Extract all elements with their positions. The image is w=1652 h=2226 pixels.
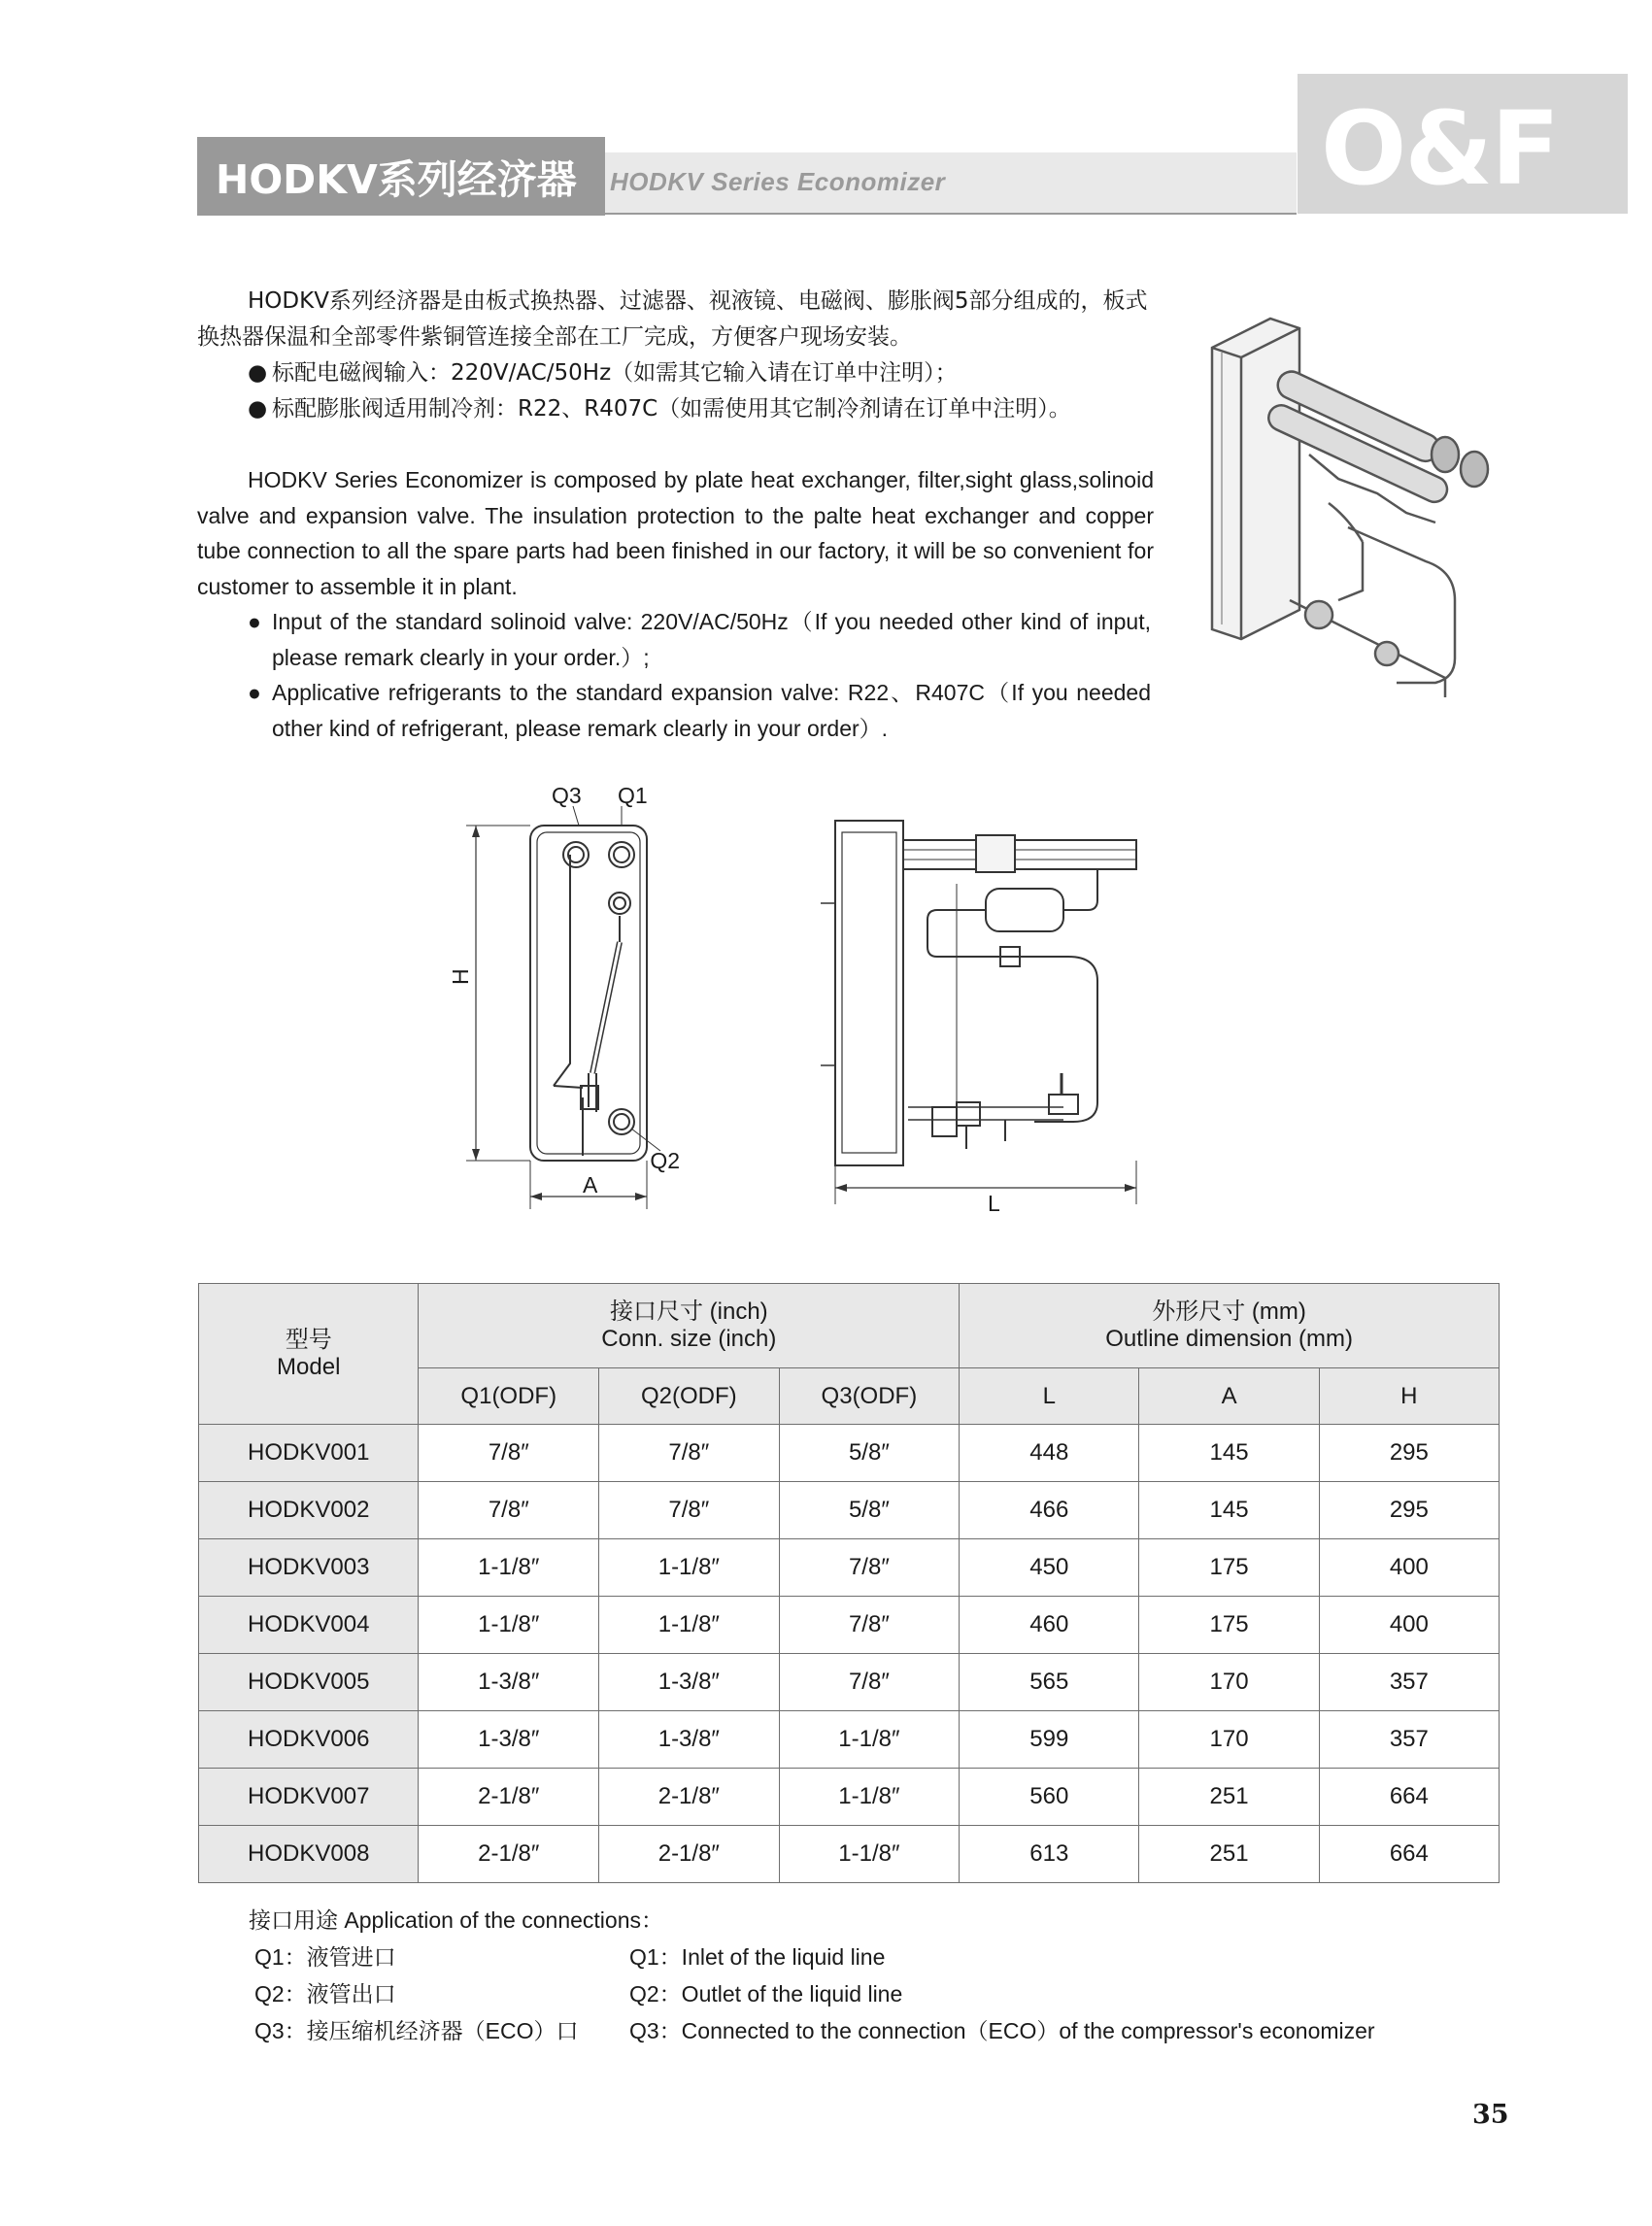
cell-l: 613 bbox=[960, 1826, 1139, 1883]
connection-q3-en: Q3：Connected to the connection（ECO）of the compressor's economizer bbox=[629, 2018, 1375, 2043]
side-view-drawing bbox=[811, 811, 1161, 1229]
bullet-dot-icon: ● bbox=[248, 396, 268, 422]
cell-q2: 7/8″ bbox=[599, 1482, 780, 1539]
cell-q3: 7/8″ bbox=[779, 1539, 960, 1597]
cell-model: HODKV007 bbox=[199, 1769, 419, 1826]
bullet-text: Applicative refrigerants to the standard expansion valve: R22、R407C（If you needed other kind of refrigerant, please remark clearly in your order）. bbox=[272, 680, 1151, 741]
cell-model: HODKV008 bbox=[199, 1826, 419, 1883]
cell-a: 145 bbox=[1139, 1425, 1319, 1482]
cell-h: 357 bbox=[1319, 1711, 1499, 1769]
table-row bbox=[199, 1711, 1500, 1769]
table-row bbox=[199, 1654, 1500, 1711]
cell-l: 450 bbox=[960, 1539, 1139, 1597]
label-h: H bbox=[448, 968, 473, 985]
subheader-l: L bbox=[960, 1368, 1139, 1425]
cell-l: 448 bbox=[960, 1425, 1139, 1482]
label-l: L bbox=[988, 1191, 1000, 1216]
label-a: A bbox=[583, 1172, 598, 1197]
subheader-q2: Q2(ODF) bbox=[599, 1368, 780, 1425]
connection-q1-cn: Q1：液管进口 bbox=[254, 1944, 396, 1970]
table-row bbox=[199, 1539, 1500, 1597]
bullet-text: Input of the standard solinoid valve: 220V/AC/50Hz（If you needed other kind of input, please remark clearly in your order.）; bbox=[272, 609, 1151, 670]
cell-q1: 1-3/8″ bbox=[419, 1654, 599, 1711]
header-title-cn: HODKV系列经济器 bbox=[216, 156, 577, 203]
bullet-text: 标配电磁阀输入：220V/AC/50Hz（如需其它输入请在订单中注明）； bbox=[272, 360, 958, 386]
cell-a: 175 bbox=[1139, 1539, 1319, 1597]
intro-paragraph-en: HODKV Series Economizer is composed by plate heat exchanger, filter,sight glass,solinoid valve and expansion valve. The insulation protection to the palte heat exchanger and copper tube connection to all the spare parts had been finished in our factory, it will be so convenient for customer to assemble it in plant. bbox=[197, 467, 1154, 599]
cell-q3: 7/8″ bbox=[779, 1597, 960, 1654]
cell-q2: 1-1/8″ bbox=[599, 1597, 780, 1654]
cell-q1: 7/8″ bbox=[419, 1482, 599, 1539]
cell-q3: 1-1/8″ bbox=[779, 1826, 960, 1883]
cell-model: HODKV001 bbox=[199, 1425, 419, 1482]
front-view-drawing bbox=[447, 777, 680, 1233]
connection-q2-en: Q2：Outlet of the liquid line bbox=[629, 1981, 903, 2007]
brand-logo: O&F bbox=[1321, 89, 1559, 208]
connections-title: 接口用途 Application of the connections： bbox=[249, 1907, 663, 1933]
header-rule bbox=[605, 213, 1297, 215]
header-model: 型号 Model bbox=[199, 1284, 419, 1425]
cell-q3: 5/8″ bbox=[779, 1482, 960, 1539]
header-title-en: HODKV Series Economizer bbox=[610, 167, 946, 196]
cell-q1: 2-1/8″ bbox=[419, 1826, 599, 1883]
cell-h: 664 bbox=[1319, 1769, 1499, 1826]
cell-q3: 7/8″ bbox=[779, 1654, 960, 1711]
cell-q2: 7/8″ bbox=[599, 1425, 780, 1482]
bullet-text: 标配膨胀阀适用制冷剂：R22、R407C（如需使用其它制冷剂请在订单中注明）。 bbox=[272, 396, 1071, 422]
bullet-dot-icon: ● bbox=[248, 609, 261, 634]
connection-q1-en: Q1：Inlet of the liquid line bbox=[629, 1944, 886, 1970]
cell-h: 664 bbox=[1319, 1826, 1499, 1883]
intro-bullet-en-2 bbox=[248, 675, 1151, 746]
table-row bbox=[199, 1482, 1500, 1539]
cell-q2: 2-1/8″ bbox=[599, 1769, 780, 1826]
cell-q1: 1-1/8″ bbox=[419, 1597, 599, 1654]
cell-a: 251 bbox=[1139, 1769, 1319, 1826]
intro-paragraph-cn: HODKV系列经济器是由板式换热器、过滤器、视液镜、电磁阀、膨胀阀5部分组成的，板式换热器保温和全部零件紫铜管连接全部在工厂完成，方便客户现场安装。 bbox=[197, 288, 1148, 350]
subheader-a: A bbox=[1139, 1368, 1319, 1425]
bullet-dot-icon: ● bbox=[248, 360, 268, 386]
page-number: 35 bbox=[1472, 2100, 1509, 2130]
cell-l: 460 bbox=[960, 1597, 1139, 1654]
connection-q2-cn: Q2：液管出口 bbox=[254, 1981, 396, 2007]
spec-table bbox=[198, 1283, 1500, 1883]
table-row bbox=[199, 1826, 1500, 1883]
cell-q1: 1-1/8″ bbox=[419, 1539, 599, 1597]
cell-model: HODKV006 bbox=[199, 1711, 419, 1769]
cell-h: 400 bbox=[1319, 1597, 1499, 1654]
subheader-h: H bbox=[1319, 1368, 1499, 1425]
cell-q2: 1-3/8″ bbox=[599, 1654, 780, 1711]
cell-q2: 1-1/8″ bbox=[599, 1539, 780, 1597]
cell-l: 565 bbox=[960, 1654, 1139, 1711]
table-row bbox=[199, 1425, 1500, 1482]
cell-model: HODKV004 bbox=[199, 1597, 419, 1654]
cell-q1: 1-3/8″ bbox=[419, 1711, 599, 1769]
label-q2: Q2 bbox=[650, 1148, 680, 1173]
cell-model: HODKV002 bbox=[199, 1482, 419, 1539]
subheader-q3: Q3(ODF) bbox=[779, 1368, 960, 1425]
connection-q3-cn: Q3：接压缩机经济器（ECO）口 bbox=[254, 2018, 579, 2043]
cell-a: 175 bbox=[1139, 1597, 1319, 1654]
intro-bullet-cn-2 bbox=[248, 391, 1151, 427]
cell-h: 295 bbox=[1319, 1425, 1499, 1482]
cell-l: 560 bbox=[960, 1769, 1139, 1826]
cell-q2: 2-1/8″ bbox=[599, 1826, 780, 1883]
table-row bbox=[199, 1597, 1500, 1654]
cell-q1: 7/8″ bbox=[419, 1425, 599, 1482]
cell-model: HODKV003 bbox=[199, 1539, 419, 1597]
cell-a: 170 bbox=[1139, 1654, 1319, 1711]
cell-h: 357 bbox=[1319, 1654, 1499, 1711]
header-outline-dimension: 外形尺寸 (mm) Outline dimension (mm) bbox=[960, 1284, 1500, 1368]
cell-a: 251 bbox=[1139, 1826, 1319, 1883]
cell-q3: 1-1/8″ bbox=[779, 1769, 960, 1826]
cell-q3: 5/8″ bbox=[779, 1425, 960, 1482]
cell-model: HODKV005 bbox=[199, 1654, 419, 1711]
cell-a: 170 bbox=[1139, 1711, 1319, 1769]
header-conn-size: 接口尺寸 (inch) Conn. size (inch) bbox=[419, 1284, 960, 1368]
cell-l: 599 bbox=[960, 1711, 1139, 1769]
cell-a: 145 bbox=[1139, 1482, 1319, 1539]
cell-h: 295 bbox=[1319, 1482, 1499, 1539]
intro-bullet-en-1 bbox=[248, 604, 1151, 675]
cell-q2: 1-3/8″ bbox=[599, 1711, 780, 1769]
table-row bbox=[199, 1769, 1500, 1826]
cell-l: 466 bbox=[960, 1482, 1139, 1539]
subheader-q1: Q1(ODF) bbox=[419, 1368, 599, 1425]
label-q1: Q1 bbox=[618, 783, 648, 808]
bullet-dot-icon: ● bbox=[248, 680, 261, 705]
product-3d-illustration bbox=[1193, 309, 1508, 726]
cell-q1: 2-1/8″ bbox=[419, 1769, 599, 1826]
cell-h: 400 bbox=[1319, 1539, 1499, 1597]
intro-bullet-cn-1 bbox=[248, 355, 1151, 391]
label-q3: Q3 bbox=[552, 783, 582, 808]
cell-q3: 1-1/8″ bbox=[779, 1711, 960, 1769]
